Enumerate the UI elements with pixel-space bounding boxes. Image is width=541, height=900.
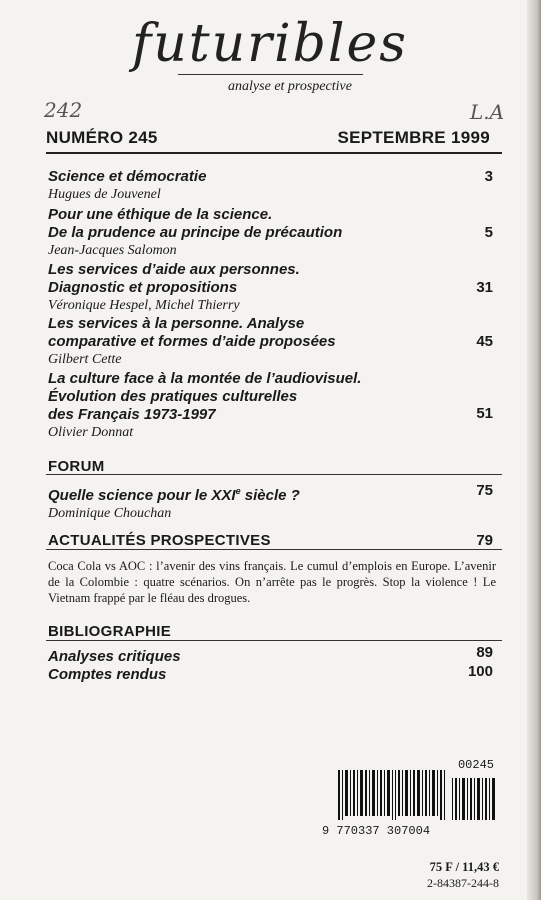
actualites-rule	[46, 549, 502, 550]
toc-title: Science et démocratie	[48, 168, 207, 185]
toc-title: Diagnostic et propositions	[48, 279, 238, 296]
price: 75 F / 11,43 €	[429, 860, 499, 874]
issue-rule	[46, 152, 502, 154]
forum-entry	[48, 482, 300, 523]
toc-title: La culture face à la montée de l’audiovisuel.	[48, 370, 362, 387]
bibliographie-page-1: 89	[476, 644, 493, 661]
bibliographie-list	[48, 648, 181, 684]
toc-title: des Français 1973-1997	[48, 406, 216, 423]
issue-number: NUMÉRO 245	[46, 128, 158, 147]
toc-title: Les services à la personne. Analyse	[48, 315, 305, 332]
toc-author: Jean-Jacques Salomon	[48, 243, 177, 258]
actualites-summary: Coca Cola vs AOC : l’avenir des vins français. Le cumul d’emplois en Europe. L’avenir de la Colombie : quatre scénarios. On n’arrête pas le progrès. Stop la violence ! Le Vietnam frappé par le fléau des drogues.	[48, 559, 496, 605]
toc-page-3: 31	[476, 279, 493, 296]
toc-author: Hugues de Jouvenel	[48, 187, 161, 202]
toc-title: comparative et formes d’aide proposées	[48, 333, 336, 350]
bibliographie-rule	[46, 640, 502, 641]
issue-date: SEPTEMBRE 1999	[337, 128, 490, 147]
forum-title: Quelle science pour le XXIe siècle ?	[48, 486, 300, 504]
toc-author: Olivier Donnat	[48, 425, 134, 440]
forum-page: 75	[476, 482, 493, 499]
bibliographie-page-2: 100	[467, 663, 493, 680]
barcode-number: 9 770337 307004	[322, 824, 431, 838]
toc-page-5: 51	[476, 405, 493, 422]
tagline: analyse et prospective	[228, 79, 352, 94]
section-heading-actualites: ACTUALITÉS PROSPECTIVES	[48, 532, 271, 549]
handwritten-note-left: 242	[44, 98, 83, 122]
bibliographie-item: Analyses critiques	[48, 648, 181, 665]
forum-author: Dominique Chouchan	[48, 506, 172, 521]
toc-page-1: 3	[484, 168, 493, 185]
page-edge-shadow	[527, 0, 541, 900]
section-heading-bibliographie: BIBLIOGRAPHIE	[48, 623, 172, 640]
section-heading-forum: FORUM	[48, 458, 105, 475]
toc-title: Évolution des pratiques culturelles	[48, 388, 298, 405]
toc-entry-5	[48, 370, 361, 442]
toc-entry-3	[48, 261, 300, 315]
toc-author: Gilbert Cette	[48, 352, 122, 367]
barcode-block	[338, 758, 498, 828]
toc-entry-4	[48, 315, 336, 369]
toc-entry-1	[48, 168, 206, 204]
actualites-page: 79	[476, 532, 493, 549]
toc-page-4: 45	[476, 333, 493, 350]
toc-entry-2	[48, 206, 342, 260]
barcode-addon: 00245	[457, 758, 494, 772]
toc-page-2: 5	[484, 224, 493, 241]
toc-title: Les services d’aide aux personnes.	[48, 261, 300, 278]
masthead	[130, 14, 410, 95]
issue-line	[46, 128, 490, 148]
toc-title: De la prudence au principe de précaution	[48, 224, 343, 241]
barcode-image	[338, 770, 498, 820]
forum-rule	[46, 474, 502, 475]
bibliographie-item: Comptes rendus	[48, 666, 167, 683]
magazine-logo: futuribles	[132, 14, 408, 74]
logo-rule	[178, 74, 363, 75]
toc-author: Véronique Hespel, Michel Thierry	[48, 298, 240, 313]
isbn: 2-84387-244-8	[427, 876, 499, 890]
toc-title: Pour une éthique de la science.	[48, 206, 273, 223]
handwritten-note-right: L.A	[470, 100, 505, 124]
